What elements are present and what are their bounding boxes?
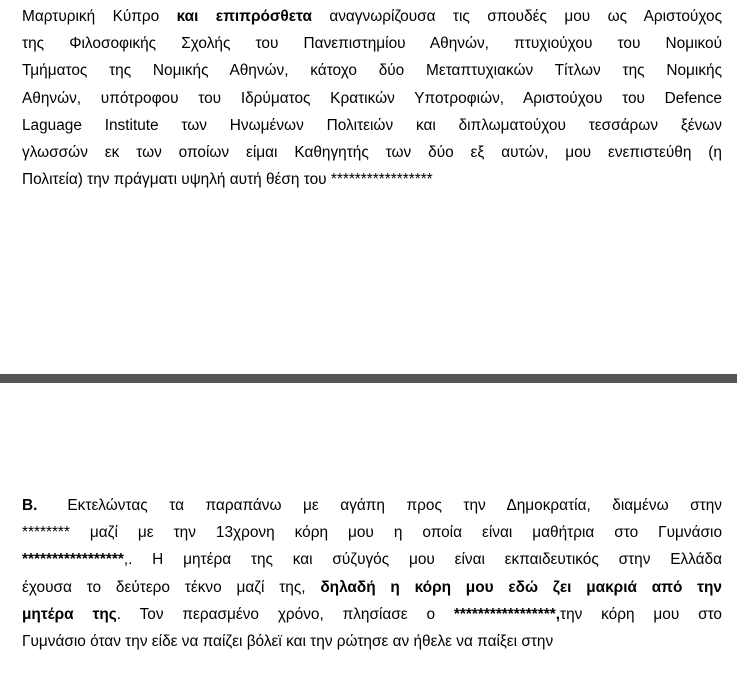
text-segment: Laguage Institute των Ηνωμένων Πολιτειών και διπλωματούχου τεσσάρων ξένων [22, 116, 722, 134]
bold-text: ***************** [22, 551, 124, 569]
text-line [22, 3, 722, 30]
bold-text: δηλαδή η κόρη μου εδώ ζει μακριά από την [320, 578, 722, 596]
paragraph-continuation [22, 3, 722, 193]
text-line [22, 57, 722, 84]
text-line [22, 546, 722, 573]
bold-text: και επιπρόσθετα [176, 8, 312, 25]
text-segment: Τμήματος της Νομικής Αθηνών, κάτοχο δύο Μεταπτυχιακών Τίτλων της Νομικής [22, 62, 722, 80]
text-line [22, 139, 722, 166]
bold-text: *****************, [453, 605, 560, 623]
text-segment: Γυμνάσιο όταν την είδε να παίζει βόλεϊ και την ρώτησε αν ήθελε να παίξει στην [22, 632, 554, 650]
text-segment: Μαρτυρική Κύπρο [22, 8, 177, 25]
text-segment: Αθηνών, υπότροφου του Ιδρύματος Κρατικών Υποτροφιών, Αριστούχου του Defence [22, 89, 722, 107]
bold-text: μητέρα της [22, 605, 117, 623]
text-segment: της Φιλοσοφικής Σχολής του Πανεπιστημίου Αθηνών, πτυχιούχου του Νομικού [22, 35, 722, 53]
document-page-bottom [0, 383, 737, 681]
text-segment: έχουσα το δεύτερο τέκνο μαζί της, [22, 578, 321, 596]
text-segment: Εκτελώντας τα παραπάνω με αγάπη προς την Δημοκρατία, διαμένω στην [67, 497, 722, 514]
text-line [22, 30, 722, 57]
text-segment: την κόρη μου στο [560, 605, 722, 623]
paragraph-b [22, 492, 722, 655]
page-separator [0, 374, 737, 383]
text-segment: αναγνωρίζουσα τις σπουδές μου ως Αριστούχος [311, 8, 722, 25]
text-line [22, 492, 722, 519]
text-line [22, 574, 722, 601]
text-line [22, 112, 722, 139]
text-segment: ******** μαζί με την 13χρονη κόρη μου η οποία είναι μαθήτρια στο Γυμνάσιο [22, 524, 722, 542]
text-line [22, 628, 722, 655]
text-segment: γλωσσών εκ των οποίων είμαι Καθηγητής των δύο εξ αυτών, μου ενεπιστεύθη (η [22, 143, 722, 161]
text-line [22, 601, 722, 628]
text-segment: . Τον περασμένο χρόνο, πλησίασε ο [116, 605, 454, 623]
section-marker: Β. [22, 497, 38, 514]
text-segment: ,. Η μητέρα της και σύζυγός μου είναι εκπαιδευτικός στην Ελλάδα [123, 551, 722, 569]
text-line [22, 166, 722, 193]
text-line [22, 519, 722, 546]
text-line [22, 85, 722, 112]
text-segment: Πολιτεία) την πράγματι υψηλή αυτή θέση του ***************** [22, 171, 433, 189]
